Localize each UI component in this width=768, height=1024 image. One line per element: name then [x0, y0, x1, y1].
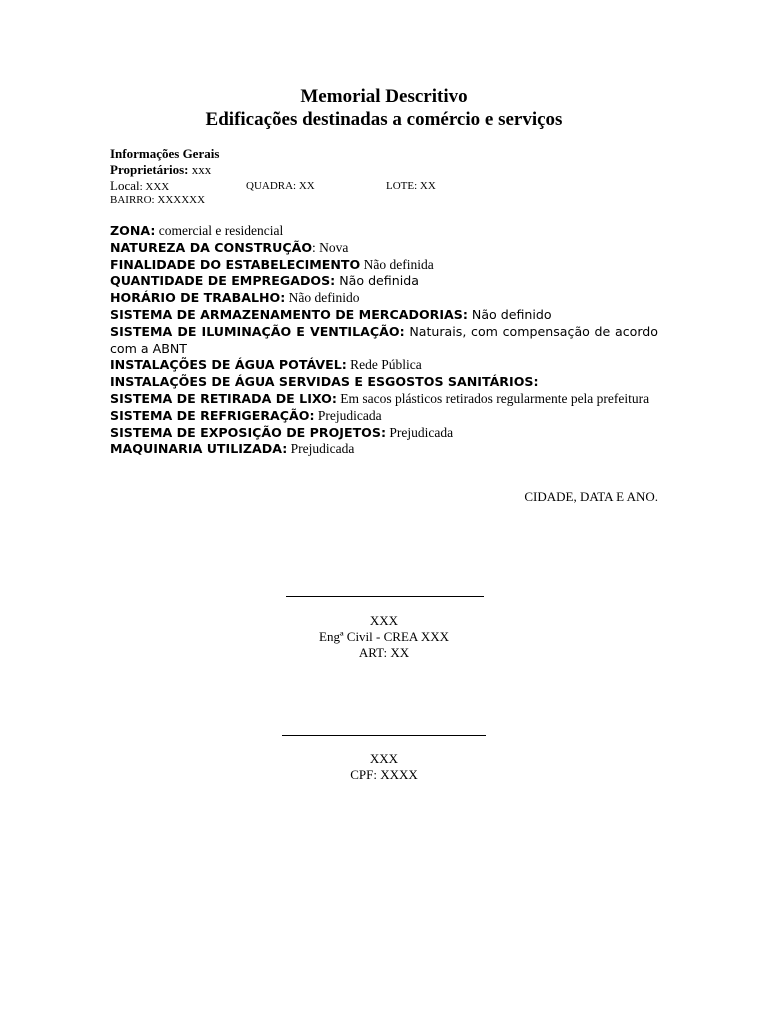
field-armazenamento — [110, 307, 658, 324]
field-empregados — [110, 273, 658, 290]
field-agua-servidas — [110, 374, 658, 391]
bairro-value: XXXXXX — [154, 194, 206, 206]
field-maquinaria — [110, 441, 658, 458]
signature-line-engineer — [286, 596, 484, 597]
field-agua-potavel — [110, 357, 658, 374]
field-label: INSTALAÇÕES DE ÁGUA SERVIDAS E ESGOSTOS SANITÁRIOS: — [110, 374, 539, 390]
field-value: Prejudicada — [385, 424, 454, 440]
field-natureza — [110, 240, 658, 257]
field-label: INSTALAÇÕES DE ÁGUA POTÁVEL: — [110, 357, 347, 373]
signature-block-owner — [0, 751, 768, 783]
field-finalidade — [110, 257, 658, 274]
owner-name: XXX — [369, 751, 399, 766]
signature-block-engineer — [0, 613, 768, 661]
field-value: Rede Pública — [346, 357, 422, 373]
field-label: QUANTIDADE DE EMPREGADOS: — [110, 273, 336, 289]
bairro-label: BAIRRO: — [110, 194, 155, 206]
field-label: SISTEMA DE ILUMINAÇÃO E VENTILAÇÃO: — [110, 323, 405, 339]
field-label: MAQUINARIA UTILIZADA: — [110, 441, 288, 457]
field-label: SISTEMA DE RETIRADA DE LIXO: — [110, 390, 337, 406]
bairro-line — [110, 192, 658, 208]
local-value: : XXX — [139, 181, 170, 193]
signature-line-owner — [282, 735, 486, 736]
field-lixo — [110, 391, 658, 408]
field-refrigeracao — [110, 408, 658, 425]
engineer-name: XXX — [369, 613, 399, 628]
field-value: Em sacos plásticos retirados regularmente pela prefeitura — [336, 390, 650, 406]
fields-list — [110, 223, 658, 458]
owner-cpf: CPF: XXXX — [350, 767, 418, 782]
field-label: ZONA: — [110, 223, 156, 238]
field-label: NATUREZA DA CONSTRUÇÃO — [110, 239, 313, 255]
city-date: CIDADE, DATA E ANO. — [524, 489, 658, 504]
field-value: comercial e residencial — [155, 223, 284, 238]
field-value: Prejudicada — [314, 407, 382, 423]
field-value: : Nova — [312, 239, 349, 255]
field-exposicao — [110, 425, 658, 442]
proprietarios-line — [110, 162, 658, 178]
field-label: SISTEMA DE EXPOSIÇÃO DE PROJETOS: — [110, 424, 386, 440]
proprietarios-label: Proprietários: — [110, 162, 189, 177]
field-value: Naturais, com compensação de acordo com a ABNT — [110, 323, 658, 356]
info-heading — [110, 146, 658, 162]
engineer-art: ART: XX — [358, 645, 410, 660]
field-value: Não definida — [335, 273, 419, 289]
field-zona — [110, 223, 658, 240]
document-title: Memorial Descritivo — [300, 86, 468, 107]
field-label: FINALIDADE DO ESTABELECIMENTO — [110, 256, 361, 272]
field-label: SISTEMA DE ARMAZENAMENTO DE MERCADORIAS: — [110, 306, 468, 322]
local-label: Local — [110, 178, 140, 193]
field-value: Não definida — [360, 256, 434, 272]
info-heading-text: Informações Gerais — [110, 146, 220, 161]
field-value: Não definido — [285, 290, 360, 306]
engineer-role: Engª Civil - CREA XXX — [319, 629, 449, 644]
field-label: HORÁRIO DE TRABALHO: — [110, 290, 286, 306]
lote-value: LOTE: XX — [386, 180, 436, 192]
document-subtitle: Edificações destinadas a comércio e serviços — [205, 109, 563, 130]
proprietarios-value: xxx — [188, 162, 212, 177]
field-value: Não definido — [467, 306, 552, 322]
quadra-value: QUADRA: XX — [246, 180, 315, 192]
field-iluminacao — [110, 324, 658, 358]
field-label: SISTEMA DE REFRIGERAÇÃO: — [110, 407, 315, 423]
field-horario — [110, 290, 658, 307]
field-value: Prejudicada — [287, 441, 355, 457]
